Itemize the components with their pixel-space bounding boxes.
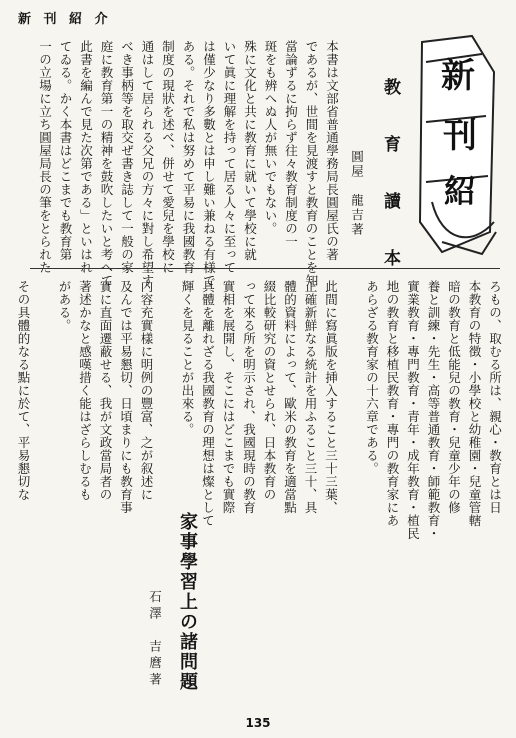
text-column: 實相を展開し、そこにはどこまでも實際 bbox=[221, 280, 236, 514]
text-column: 實に直面遷蔽せる、我が文政當局者の bbox=[98, 280, 113, 501]
text-column: 具體を離れざる我國教育の理想は燦として bbox=[200, 280, 216, 527]
text-column: って來る所を明示され、我國現時の教育 bbox=[241, 280, 257, 514]
text-column: 本書は文部省普通學務局長圓屋氏の著 bbox=[324, 40, 340, 261]
text-column: いて眞に理解を持って居る人々に至って bbox=[222, 40, 237, 274]
text-column: がある。 bbox=[57, 280, 72, 332]
section-divider bbox=[30, 268, 500, 269]
text-column: 庭に教育第一の精神を鼓吹したいと考へて bbox=[99, 40, 114, 287]
header-label: 新 刊 紹 介 bbox=[18, 12, 112, 27]
text-column: 此間に寫眞版を挿入すること三十三葉、 bbox=[323, 280, 339, 514]
text-column: 輝くを見ることが出來る。 bbox=[180, 280, 195, 436]
text-column: 養と訓練・先生・高等普通教育・師範教育・ bbox=[426, 280, 441, 540]
text-column: 制度の現狀を述べ、併せて愛兒を學校に bbox=[160, 40, 176, 274]
text-column: あらざる教育家の十六章である。 bbox=[364, 280, 380, 475]
text-column: 正確新鮮なる統計を用ふること三十、具 bbox=[303, 280, 318, 514]
text-column: 内容充實樣に明例の豐富、之が叙述に bbox=[139, 280, 154, 501]
book1-author: 圓屋 龍吉著 bbox=[349, 150, 365, 237]
text-column: 綴比較研究の資とせられ、日本教育の bbox=[262, 280, 277, 501]
text-column: 暗の教育と低能兒の教育・兒童少年の修 bbox=[446, 280, 462, 514]
svg-text:紹: 紹 bbox=[443, 172, 477, 210]
text-column: 一の立場に立ち圓屋局長の筆をとられた bbox=[37, 40, 53, 274]
book2-title: 家事學習上の諸問題 bbox=[177, 512, 198, 692]
text-column: であるが、世間を見渡すと教育のことを知 bbox=[304, 40, 319, 287]
svg-text:刊: 刊 bbox=[443, 116, 477, 156]
text-column: ある。それで私は努めて平易に我國教育 bbox=[181, 40, 196, 274]
text-column: 體的資料によって、歐米の教育を適當點 bbox=[282, 280, 298, 514]
text-column: べき事柄等を取交ぜ書き誌して一般の家 bbox=[119, 40, 135, 274]
text-column: 通はして居られる父兄の方々に對し希望す bbox=[140, 40, 155, 287]
text-column: 著述かなと感嘆措く能はざらしむるも bbox=[77, 280, 93, 501]
text-column: 地の教育と移植民教育・專門の教育家にあ bbox=[385, 280, 400, 527]
text-column: ろもの、取むる所は、親心・教育とは日 bbox=[487, 280, 503, 514]
text-column: 本教育の特徴・小學校と幼稚園・兒童管轄 bbox=[467, 280, 482, 527]
book1-title: 教 育 讀 本 bbox=[380, 78, 400, 276]
text-column: 實業教育・專門教育・青年・成年教育・植民 bbox=[405, 280, 421, 540]
text-column: 殊に文化と共に教育に就いて學校に就 bbox=[242, 40, 258, 261]
text-column: その具體的なる點に於て、平易懇切な bbox=[16, 280, 31, 501]
text-column: は僅少なり多數とは申し難い兼ねる有様で bbox=[201, 40, 217, 287]
svg-text:新: 新 bbox=[441, 56, 475, 96]
text-column: てゐる。かく本書はどこまでも教育第 bbox=[58, 40, 73, 261]
text-column: 斑をも辨へぬ人が無いでもない。 bbox=[263, 40, 278, 235]
new-books-logo bbox=[412, 32, 502, 262]
text-column: 及んでは平易懇切、日頃まりにも教育事 bbox=[118, 280, 134, 514]
book2-author: 石澤 吉麿著 bbox=[147, 590, 163, 689]
text-column: 當論ずるに拘らず往々教育制度の一 bbox=[283, 40, 299, 248]
text-column: 此書を編んで見た次第である」といはれ bbox=[78, 40, 94, 274]
page-number: 135 bbox=[245, 716, 271, 730]
